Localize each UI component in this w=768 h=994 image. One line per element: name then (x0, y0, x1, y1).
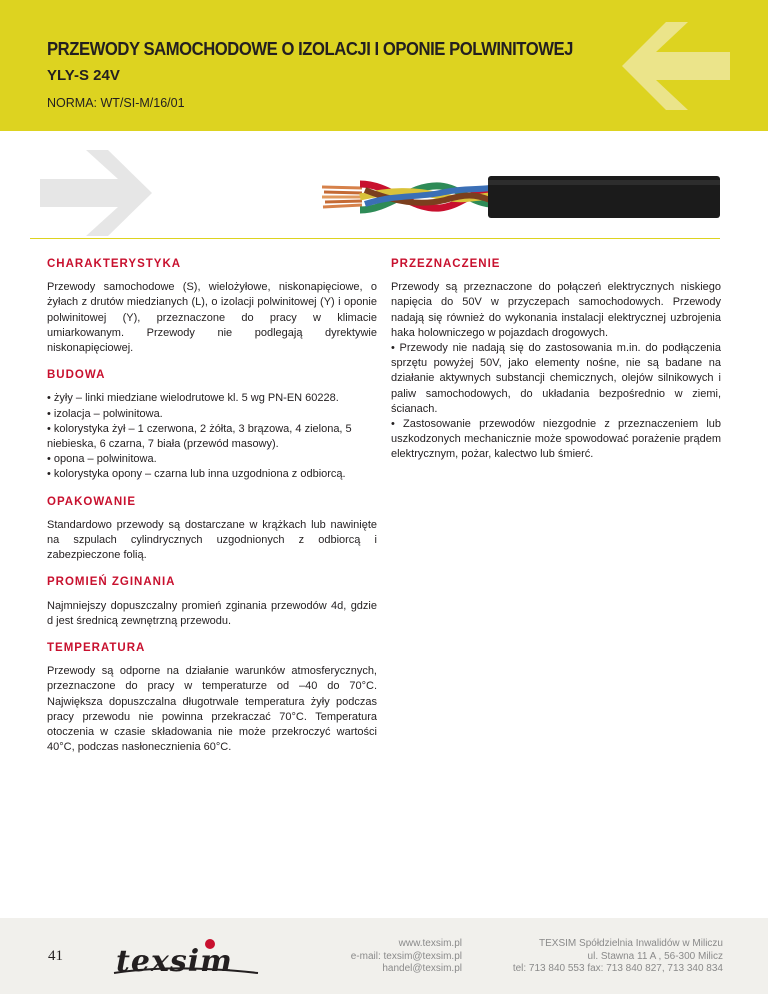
heading-opakowanie: OPAKOWANIE (47, 495, 137, 508)
texsim-logo (112, 937, 262, 979)
page-title: PRZEWODY SAMOCHODOWE O IZOLACJI I OPONIE POLWINITOWEJ (47, 38, 573, 59)
website-link[interactable]: www.texsim.pl (398, 938, 462, 949)
copper-strands (322, 187, 362, 207)
heading-charakterystyka: CHARAKTERYSTYKA (47, 258, 182, 270)
arrow-right-icon (40, 150, 152, 236)
text-promien-zginania: Najmniejszy dopuszczalny promień zginania przewodów 4d, gdzie d jest średnicą zewnętrzną przewodu. (47, 599, 377, 627)
company-name: TEXSIM Spółdzielnia Inwalidów w Miliczu (539, 938, 723, 949)
heading-budowa: BUDOWA (47, 369, 106, 382)
company-info (470, 938, 723, 976)
text-przeznaczenie (391, 280, 721, 462)
company-address: ul. Stawna 11 A , 56-300 Milicz (587, 950, 723, 962)
przeznaczenie-intro: Przewody są przeznaczone do połączeń elektrycznych niskiego napięcia do 50V w przyczepach samochodowych. Przewody nadają się również do wykonania instalacji elektrycznej uzbrojenia haka holowniczego w pojazdach drogowych. (391, 281, 721, 339)
przeznaczenie-bullet: • Zastosowanie przewodów niezgodnie z przeznaczeniem lub uszkodzonych mechanicznie może spowodować porażenie prądem elektrycznym, pożar, kalectwo lub śmierć. (391, 418, 721, 461)
contact-info (300, 938, 462, 976)
page-number: 41 (48, 948, 63, 964)
cable-image (320, 172, 720, 220)
budowa-item: • kolorystyka opony – czarna lub inna uzgodniona z odbiorcą. (47, 468, 346, 481)
norm-reference: NORMA: WT/SI-M/16/01 (47, 96, 185, 110)
right-column (391, 257, 721, 475)
left-column (47, 257, 377, 767)
insulated-wires (360, 184, 490, 210)
text-charakterystyka: Przewody samochodowe (S), wielożyłowe, niskonapięciowe, o żyłach z drutów miedzianych (L), o izolacji polwinitowej (Y) i oponie polwinitowej (Y), przeznaczone do pracy w klimacie umiarkowanym. Przewody nie podlegają dyrektywie niskonapięciowej. (47, 281, 377, 355)
heading-promien-zginania: PROMIEŃ ZGINANIA (47, 576, 176, 589)
arrow-left-icon (622, 22, 730, 110)
logo-text: texsim (116, 944, 233, 979)
heading-temperatura: TEMPERATURA (47, 642, 146, 655)
product-code: YLY-S 24V (47, 67, 120, 84)
text-temperatura: Przewody są odporne na działanie warunków atmosferycznych, przeznaczone do pracy w temperaturze od –40 do 70°C. Największa dopuszczalna długotrwale temperatura żyły podczas pracy przewodu nie powinna przekraczać 70°C. Temperatura otoczenia w czasie składowania nie może przekroczyć wartości 40°C, podczas nasłonecznienia 60°C. (47, 665, 377, 754)
przeznaczenie-bullet: • Przewody nie nadają się do zastosowania m.in. do podłączenia sprzętu powyżej 50V, jako elementy nośne, nie są badane na działanie aktywnych substancji chemicznych, olejów silnikowych i paliw samochodowych, do układania bezpośrednio w ziemi, ścianach. (391, 342, 721, 415)
list-budowa (47, 391, 377, 482)
heading-przeznaczenie: PRZEZNACZENIE (391, 258, 501, 270)
email-link[interactable]: e-mail: texsim@texsim.pl (350, 950, 462, 962)
budowa-item: • żyły – linki miedziane wielodrutowe kl. 5 wg PN-EN 60228. (47, 392, 339, 405)
section-divider (30, 238, 720, 239)
budowa-item: • opona – polwinitowa. (47, 453, 157, 466)
sales-email-link[interactable]: handel@texsim.pl (382, 963, 462, 974)
budowa-item: • kolorystyka żył – 1 czerwona, 2 żółta, 3 brązowa, 4 zielona, 5 niebieska, 6 czarna, 7 biała (przewód masowy). (47, 422, 352, 451)
budowa-item: • izolacja – polwinitowa. (47, 407, 163, 420)
text-opakowanie: Standardowo przewody są dostarczane w krążkach lub nawinięte na szpulach cylindrycznych uzgodnionych z odbiorcą i zabezpieczone folią. (47, 518, 377, 562)
company-phone: tel: 713 840 553 fax: 713 840 827, 713 340 834 (512, 963, 723, 974)
